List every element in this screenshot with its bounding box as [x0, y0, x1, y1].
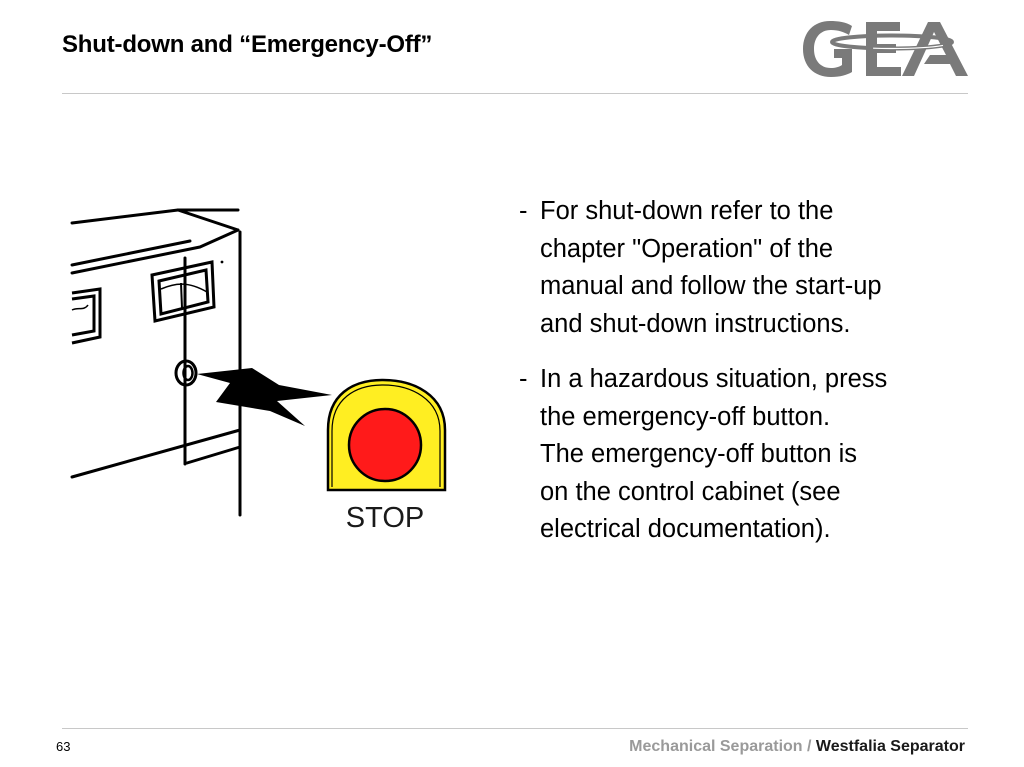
bullet-line: For shut-down refer to the: [540, 197, 834, 225]
stop-label: STOP: [345, 502, 425, 534]
footer-divider: [62, 728, 968, 729]
bullet-line: the emergency-off button.: [540, 402, 831, 431]
bullet-line: manual and follow the start-up: [540, 272, 882, 300]
bullet-line: The emergency-off button is: [540, 440, 858, 468]
bullet-shutdown: [519, 193, 999, 343]
footer-brand: Westfalia Separator: [815, 738, 965, 755]
header-divider: [62, 93, 968, 94]
footer-separator: /: [802, 738, 816, 755]
bullet-line: and shut-down instructions.: [540, 309, 851, 338]
stop-button-icon: [328, 380, 445, 490]
bullet-line: electrical documentation).: [540, 515, 831, 543]
footer-division: Mechanical Separation: [629, 738, 803, 755]
footer-branding: [629, 738, 965, 756]
bullet-emergency: [519, 361, 999, 549]
bullet-dash: -: [519, 197, 528, 225]
bullet-dash: -: [519, 365, 528, 393]
instructions-text: [519, 193, 999, 549]
gea-logo: [800, 18, 972, 80]
bullet-line: In a hazardous situation, press: [540, 365, 888, 393]
slide-title: Shut-down and “Emergency-Off”: [62, 31, 433, 58]
bullet-line: on the control cabinet (see: [540, 477, 841, 506]
bullet-line: chapter "Operation" of the: [540, 234, 834, 263]
page-number: 63: [56, 739, 71, 754]
control-cabinet-illustration: [60, 195, 460, 545]
